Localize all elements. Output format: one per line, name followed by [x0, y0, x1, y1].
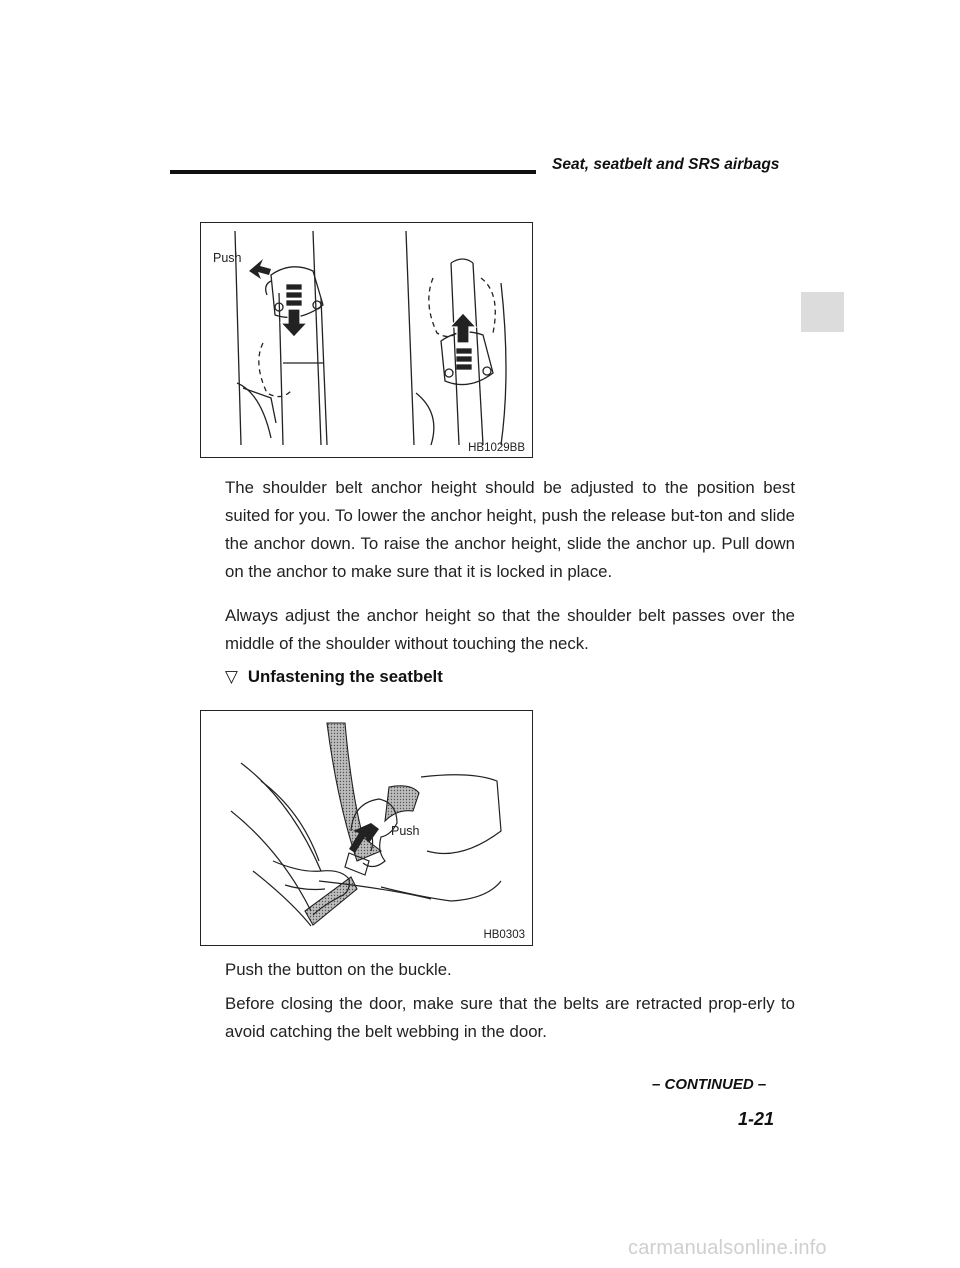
header-rule [170, 170, 536, 174]
triangle-marker-icon: ▽ [225, 667, 238, 686]
door-closing-paragraph: Before closing the door, make sure that the belts are retracted prop-erly to avoid catching the belt webbing in the door. [225, 994, 795, 1041]
anchor-advice-paragraph: Always adjust the anchor height so that the shoulder belt passes over the middle of the shoulder without touching the neck. [225, 606, 795, 653]
watermark: carmanualsonline.info [628, 1237, 827, 1259]
section-title: Seat, seatbelt and SRS airbags [552, 156, 780, 173]
figure-code: HB0303 [483, 929, 525, 941]
page-number: 1-21 [738, 1109, 775, 1129]
unfasten-illustration [200, 710, 533, 946]
push-label: Push [213, 251, 242, 265]
push-button-paragraph: Push the button on the buckle. [225, 960, 452, 979]
down-arrow-icon [281, 309, 307, 337]
push-arrow-icon [249, 259, 271, 279]
chapter-tab [801, 292, 844, 332]
figure-code: HB1029BB [468, 442, 525, 454]
subheading-text: Unfastening the seatbelt [247, 667, 443, 686]
push-label: Push [391, 824, 420, 838]
anchor-adjust-illustration [200, 222, 533, 458]
anchor-height-paragraph: The shoulder belt anchor height should be adjusted to the position best suited for you. To lower the anchor height, push the release but-ton and slide the anchor down. To raise the anchor height, slide the anchor up. Pull down on the anchor to make sure that it is locked in place. [225, 478, 795, 581]
subheading [225, 666, 443, 687]
unfasten-drawing [201, 711, 532, 945]
anchor-adjust-drawing [201, 223, 532, 457]
continued-marker: – CONTINUED – [652, 1076, 767, 1093]
